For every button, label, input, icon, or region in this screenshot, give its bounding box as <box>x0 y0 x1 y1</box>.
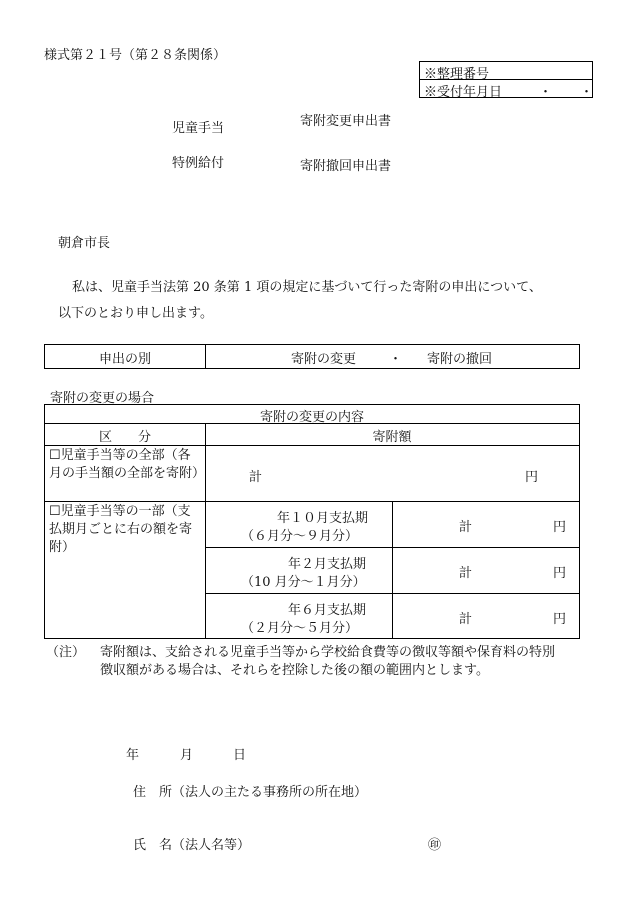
row-all-yen-label: 円 <box>525 470 539 485</box>
receipt-date-separator: ・ <box>539 85 553 100</box>
title-child-allowance: 児童手当 <box>172 121 225 136</box>
request-type-header: 申出の別 <box>98 352 151 367</box>
request-type-divider <box>205 345 206 368</box>
intro-text-line1: 私は、児童手当法第 20 条第 1 項の規定に基づいて行った寄附の申出について、 <box>72 280 542 295</box>
row-divider <box>45 445 579 446</box>
address-label: 住 所（法人の主たる事務所の所在地） <box>133 785 368 800</box>
intro-text-line2: 以下のとおり申し出ます。 <box>58 306 213 321</box>
change-content-table <box>44 404 580 639</box>
title-donation-withdrawal: 寄附撤回申出書 <box>300 159 392 174</box>
checkbox-partial-allowance[interactable]: ☐児童手当等の一部（支払期月ごとに右の額を寄附） <box>49 504 193 555</box>
name-label: 氏 名（法人名等） <box>133 838 251 853</box>
column-header-amount: 寄附額 <box>372 430 412 445</box>
change-content-header: 寄附の変更の内容 <box>259 410 364 425</box>
date-day-label: 日 <box>233 748 247 763</box>
column-header-category: 区 分 <box>98 430 151 445</box>
change-section-title: 寄附の変更の場合 <box>50 391 155 406</box>
column-divider <box>205 423 206 638</box>
note-label: （注） <box>46 645 86 660</box>
period-october-yen-label: 円 <box>553 520 567 535</box>
note-text-line1: 寄附額は、支給される児童手当等から学校給食費等の徴収等額や保育料の特別 <box>100 645 556 660</box>
registration-number-label: ※整理番号 <box>424 67 490 82</box>
addressee: 朝倉市長 <box>58 236 111 251</box>
row-divider <box>45 501 579 502</box>
payment-period-october-months: （６月分～９月分） <box>241 529 359 544</box>
payment-period-june: 年６月支払期 <box>288 603 367 618</box>
option-donation-withdrawal[interactable]: 寄附の撤回 <box>427 352 493 367</box>
date-month-label: 月 <box>180 748 194 763</box>
period-june-total-label: 計 <box>459 612 473 627</box>
option-separator: ・ <box>389 352 403 367</box>
form-number: 様式第２１号（第２８条関係） <box>44 48 227 63</box>
period-october-total-label: 計 <box>459 520 473 535</box>
office-use-box <box>419 61 593 98</box>
date-year-label: 年 <box>126 748 140 763</box>
checkbox-all-allowance[interactable]: ☐児童手当等の全部（各月の手当額の全部を寄附） <box>49 448 206 481</box>
payment-period-february: 年２月支払期 <box>288 557 367 572</box>
seal-mark: ㊞ <box>428 838 442 853</box>
payment-period-february-months: （10 月分～１月分） <box>241 575 366 590</box>
receipt-date-label: ※受付年月日 <box>424 85 503 100</box>
payment-period-june-months: （２月分～５月分） <box>241 621 359 636</box>
payment-period-october: 年１０月支払期 <box>277 511 369 526</box>
title-special-benefit: 特例給付 <box>172 156 225 171</box>
receipt-date-separator: ・ <box>580 85 594 100</box>
note-text-line2: 徴収額がある場合は、それらを控除した後の額の範囲内とします。 <box>100 663 489 678</box>
period-february-yen-label: 円 <box>553 566 567 581</box>
period-february-total-label: 計 <box>459 566 473 581</box>
row-all-total-label: 計 <box>249 470 263 485</box>
title-donation-change: 寄附変更申出書 <box>300 114 392 129</box>
request-type-table <box>44 344 580 369</box>
period-june-yen-label: 円 <box>553 612 567 627</box>
option-donation-change[interactable]: 寄附の変更 <box>291 352 357 367</box>
column-divider <box>392 501 393 638</box>
